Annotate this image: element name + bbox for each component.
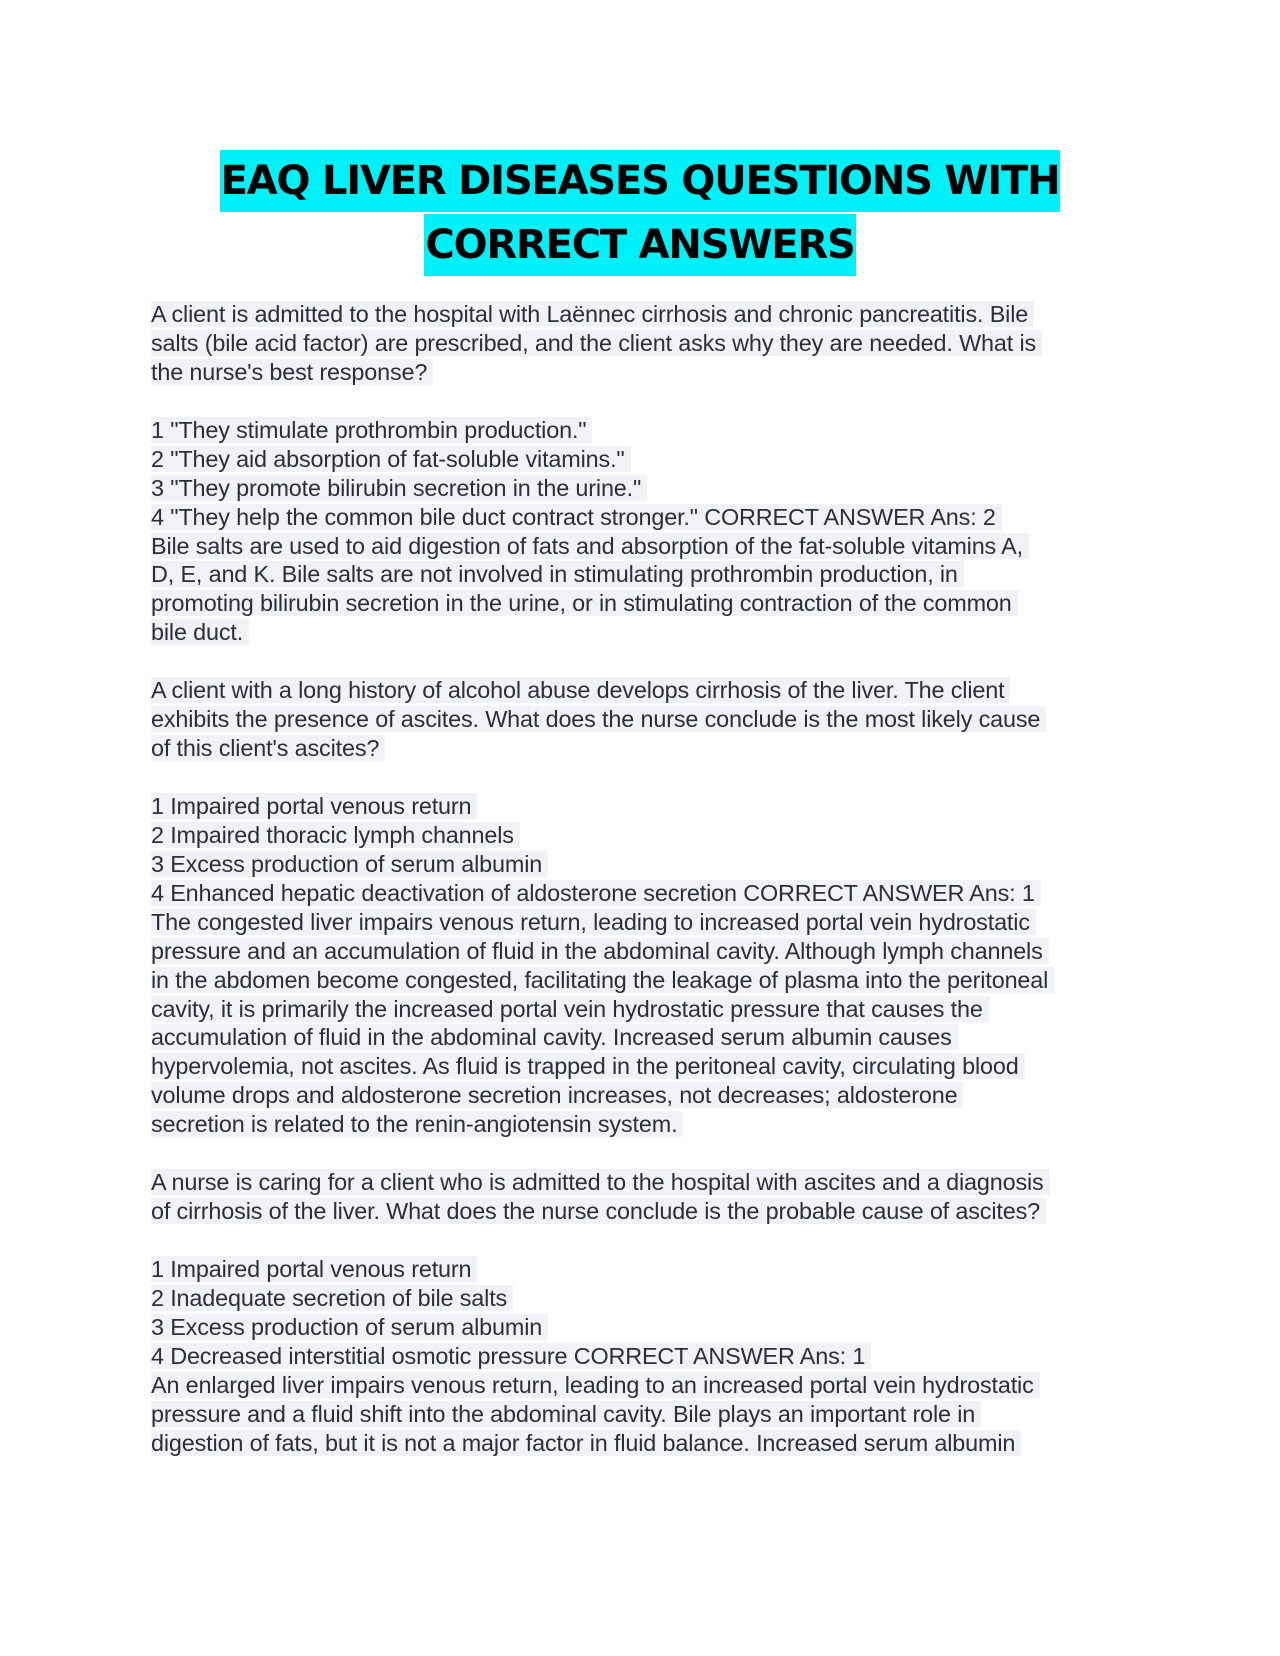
rationale-line: volume drops and aldosterone secretion increases, not decreases; aldosterone: [151, 1082, 963, 1108]
document-body: [151, 300, 1151, 1458]
question-stem: [151, 1168, 1151, 1226]
answer-option: 4 Enhanced hepatic deactivation of aldosterone secretion CORRECT ANSWER Ans: 1: [151, 880, 1041, 906]
question-1: [151, 300, 1151, 647]
stem-line: of this client's ascites?: [151, 735, 385, 761]
rationale: [151, 1371, 1151, 1458]
answer-options: [151, 792, 1151, 908]
title-line-2: CORRECT ANSWERS: [424, 214, 855, 276]
answer-options: [151, 1255, 1151, 1371]
rationale-line: bile duct.: [151, 619, 249, 645]
rationale: [151, 532, 1151, 648]
rationale-line: digestion of fats, but it is not a major factor in fluid balance. Increased serum albumin: [151, 1430, 1021, 1456]
question-stem: [151, 300, 1151, 387]
stem-line: the nurse's best response?: [151, 359, 433, 385]
answer-option: 3 Excess production of serum albumin: [151, 1314, 548, 1340]
stem-line: salts (bile acid factor) are prescribed, and the client asks why they are needed. What is: [151, 330, 1042, 356]
stem-line: exhibits the presence of ascites. What does the nurse conclude is the most likely cause: [151, 706, 1046, 732]
stem-line: A client is admitted to the hospital with Laënnec cirrhosis and chronic pancreatitis. Bile: [151, 301, 1034, 327]
rationale-line: pressure and an accumulation of fluid in the abdominal cavity. Although lymph channels: [151, 938, 1049, 964]
rationale: [151, 908, 1151, 1140]
question-stem: [151, 676, 1151, 763]
stem-line: A nurse is caring for a client who is admitted to the hospital with ascites and a diagnosis: [151, 1169, 1050, 1195]
answer-option: 2 Impaired thoracic lymph channels: [151, 822, 520, 848]
rationale-line: in the abdomen become congested, facilitating the leakage of plasma into the peritoneal: [151, 967, 1054, 993]
title-line-1: EAQ LIVER DISEASES QUESTIONS WITH: [220, 150, 1061, 212]
stem-line: A client with a long history of alcohol abuse develops cirrhosis of the liver. The client: [151, 677, 1010, 703]
answer-option: 3 "They promote bilirubin secretion in the urine.": [151, 475, 647, 501]
answer-option: 3 Excess production of serum albumin: [151, 851, 548, 877]
answer-option: 1 Impaired portal venous return: [151, 1256, 477, 1282]
rationale-line: hypervolemia, not ascites. As fluid is trapped in the peritoneal cavity, circulating blood: [151, 1053, 1025, 1079]
answer-option: 4 "They help the common bile duct contract stronger." CORRECT ANSWER Ans: 2: [151, 504, 1002, 530]
question-2: [151, 676, 1151, 1139]
stem-line: of cirrhosis of the liver. What does the nurse conclude is the probable cause of ascites?: [151, 1198, 1046, 1224]
answer-option: 2 Inadequate secretion of bile salts: [151, 1285, 513, 1311]
rationale-line: secretion is related to the renin-angiotensin system.: [151, 1111, 683, 1137]
rationale-line: cavity, it is primarily the increased portal vein hydrostatic pressure that causes the: [151, 996, 989, 1022]
answer-option: 2 "They aid absorption of fat-soluble vitamins.": [151, 446, 631, 472]
rationale-line: promoting bilirubin secretion in the urine, or in stimulating contraction of the common: [151, 590, 1018, 616]
answer-option: 4 Decreased interstitial osmotic pressure CORRECT ANSWER Ans: 1: [151, 1343, 871, 1369]
answer-options: [151, 416, 1151, 532]
rationale-line: An enlarged liver impairs venous return, leading to an increased portal vein hydrostatic: [151, 1372, 1040, 1398]
answer-option: 1 "They stimulate prothrombin production.": [151, 417, 592, 443]
rationale-line: accumulation of fluid in the abdominal cavity. Increased serum albumin causes: [151, 1024, 958, 1050]
document-title: [0, 150, 1280, 276]
rationale-line: D, E, and K. Bile salts are not involved in stimulating prothrombin production, in: [151, 561, 964, 587]
rationale-line: Bile salts are used to aid digestion of fats and absorption of the fat-soluble vitamins A,: [151, 533, 1029, 559]
question-3: [151, 1168, 1151, 1457]
rationale-line: The congested liver impairs venous return, leading to increased portal vein hydrostatic: [151, 909, 1036, 935]
answer-option: 1 Impaired portal venous return: [151, 793, 477, 819]
rationale-line: pressure and a fluid shift into the abdominal cavity. Bile plays an important role in: [151, 1401, 981, 1427]
